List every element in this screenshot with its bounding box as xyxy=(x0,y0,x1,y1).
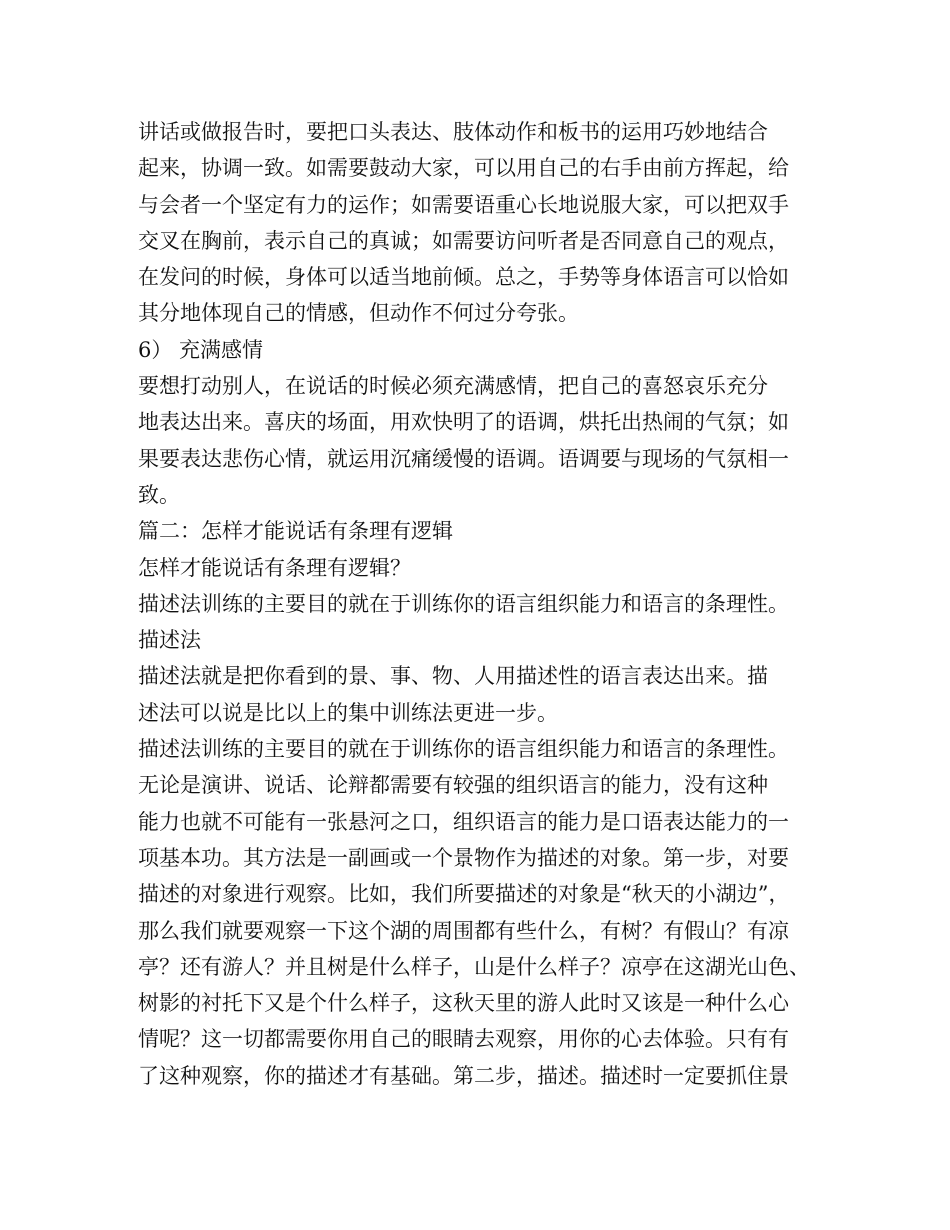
text-line: 致。 xyxy=(138,482,180,507)
chapter-title: 篇二：怎样才能说话有条理有逻辑 xyxy=(138,519,453,544)
text-line: 述法可以说是比以上的集中训练法更进一步。 xyxy=(138,700,558,725)
text-line: 无论是演讲、说话、论辩都需要有较强的组织语言的能力，没有这种 xyxy=(138,773,768,798)
text-line: 要想打动别人，在说话的时候必须充满感情，把自己的喜怒哀乐充分 xyxy=(138,374,768,399)
text-line: 讲话或做报告时，要把口头表达、肢体动作和板书的运用巧妙地结合 xyxy=(138,120,768,144)
text-line: 在发问的时候，身体可以适当地前倾。总之，手势等身体语言可以恰如 xyxy=(138,265,789,290)
text-line: 项基本功。其方法是一副画或一个景物作为描述的对象。第一步，对要 xyxy=(138,845,789,870)
text-line: 描述法训练的主要目的就在于训练你的语言组织能力和语言的条理性。 xyxy=(138,737,789,762)
text-line: 描述的对象进行观察。比如，我们所要描述的对象是“秋天的小湖边”， xyxy=(138,882,790,907)
text-line: 了这种观察，你的描述才有基础。第二步，描述。描述时一定要抓住景 xyxy=(138,1063,789,1088)
document-body xyxy=(138,114,818,1094)
text-line: 起来，协调一致。如需要鼓动大家，可以用自己的右手由前方挥起，给 xyxy=(138,156,789,181)
text-line: 能力也就不可能有一张悬河之口，组织语言的能力是口语表达能力的一 xyxy=(138,809,789,834)
text-line: 其分地体现自己的情感，但动作不何过分夸张。 xyxy=(138,301,579,326)
text-line: 与会者一个坚定有力的运作；如需要语重心长地说服大家，可以把双手 xyxy=(138,192,789,217)
text-line: 地表达出来。喜庆的场面，用欢快明了的语调，烘托出热闹的气氛；如 xyxy=(138,410,789,435)
text-line: 交叉在胸前，表示自己的真诚；如需要访问听者是否同意自己的观点， xyxy=(138,228,789,253)
text-line: 果要表达悲伤心情，就运用沉痛缓慢的语调。语调要与现场的气氛相一 xyxy=(138,446,789,471)
text-line: 亭？还有游人？并且树是什么样子，山是什么样子？凉亭在这湖光山色、 xyxy=(138,954,810,979)
section-heading: 6） 充满感情 xyxy=(138,337,264,362)
text-line: 那么我们就要观察一下这个湖的周围都有些什么，有树？有假山？有凉 xyxy=(138,918,789,943)
text-line: 树影的衬托下又是个什么样子，这秋天里的游人此时又该是一种什么心 xyxy=(138,991,789,1016)
text-line: 描述法就是把你看到的景、事、物、人用描述性的语言表达出来。描 xyxy=(138,664,768,689)
text-line: 描述法训练的主要目的就在于训练你的语言组织能力和语言的条理性。 xyxy=(138,591,789,616)
section-heading: 描述法 xyxy=(138,628,201,653)
text-line: 情呢？这一切都需要你用自己的眼睛去观察，用你的心去体验。只有有 xyxy=(138,1027,789,1052)
text-line: 怎样才能说话有条理有逻辑？ xyxy=(138,555,411,580)
